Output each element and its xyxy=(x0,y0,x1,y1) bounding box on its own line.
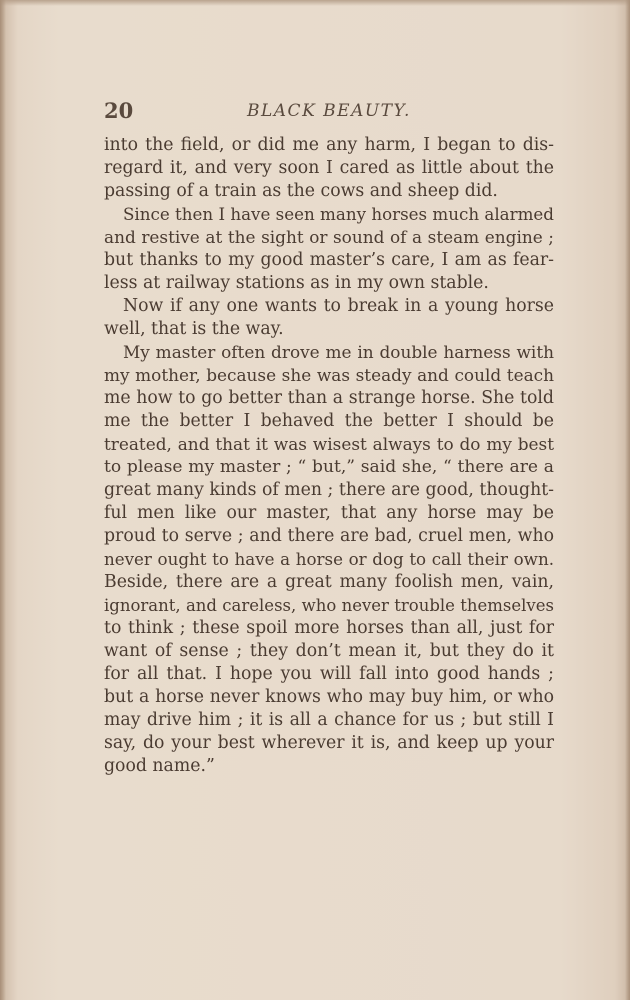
text-line: but a horse never knows who may buy him, or who xyxy=(104,687,554,707)
text-line: into the field, or did me any harm, I began to dis- xyxy=(104,135,554,155)
text-line: never ought to have a horse or dog to call their own. xyxy=(104,549,554,569)
text-line: passing of a train as the cows and sheep did. xyxy=(104,181,498,201)
text-line: my mother, because she was steady and could teach xyxy=(104,365,554,385)
text-line: proud to serve ; and there are bad, cruel men, who xyxy=(104,526,554,546)
text-line: Since then I have seen many horses much alarmed xyxy=(123,204,554,224)
text-line: good name.” xyxy=(104,756,215,776)
text-line: to think ; these spoil more horses than all, just for xyxy=(104,618,554,638)
text-line: Beside, there are a great many foolish men, vain, xyxy=(104,572,554,592)
text-line: regard it, and very soon I cared as little about the xyxy=(104,158,554,178)
body-text xyxy=(104,134,554,778)
text-line: but thanks to my good master’s care, I am as fear- xyxy=(104,250,554,270)
text-line: Now if any one wants to break in a young horse xyxy=(123,296,554,316)
text-line: me the better I behaved the better I should be xyxy=(104,411,554,431)
page-left-edge xyxy=(0,0,6,1000)
text-line: less at railway stations as in my own stable. xyxy=(104,273,489,293)
text-line: My master often drove me in double harness with xyxy=(123,342,554,362)
text-line: great many kinds of men ; there are good, thought- xyxy=(104,480,554,500)
text-line: me how to go better than a strange horse. She told xyxy=(104,388,554,408)
text-line: may drive him ; it is all a chance for us ; but still I xyxy=(104,710,554,730)
running-head xyxy=(104,98,554,128)
page-number: 20 xyxy=(104,98,134,123)
text-line: for all that. I hope you will fall into good hands ; xyxy=(104,664,554,684)
running-title: BLACK BEAUTY. xyxy=(247,101,411,121)
text-line: to please my master ; “ but,” said she, “ there are a xyxy=(104,457,554,477)
page-right-edge xyxy=(625,0,630,1000)
text-line: treated, and that it was wisest always to do my best xyxy=(104,434,554,454)
text-line: want of sense ; they don’t mean it, but they do it xyxy=(104,641,554,661)
text-line: ful men like our master, that any horse may be xyxy=(104,503,554,523)
text-line: well, that is the way. xyxy=(104,319,284,339)
page-top-edge xyxy=(0,0,630,6)
text-line: say, do your best wherever it is, and keep up your xyxy=(104,733,554,753)
text-line: and restive at the sight or sound of a steam engine ; xyxy=(104,227,554,247)
text-line: ignorant, and careless, who never trouble themselves xyxy=(104,596,554,615)
